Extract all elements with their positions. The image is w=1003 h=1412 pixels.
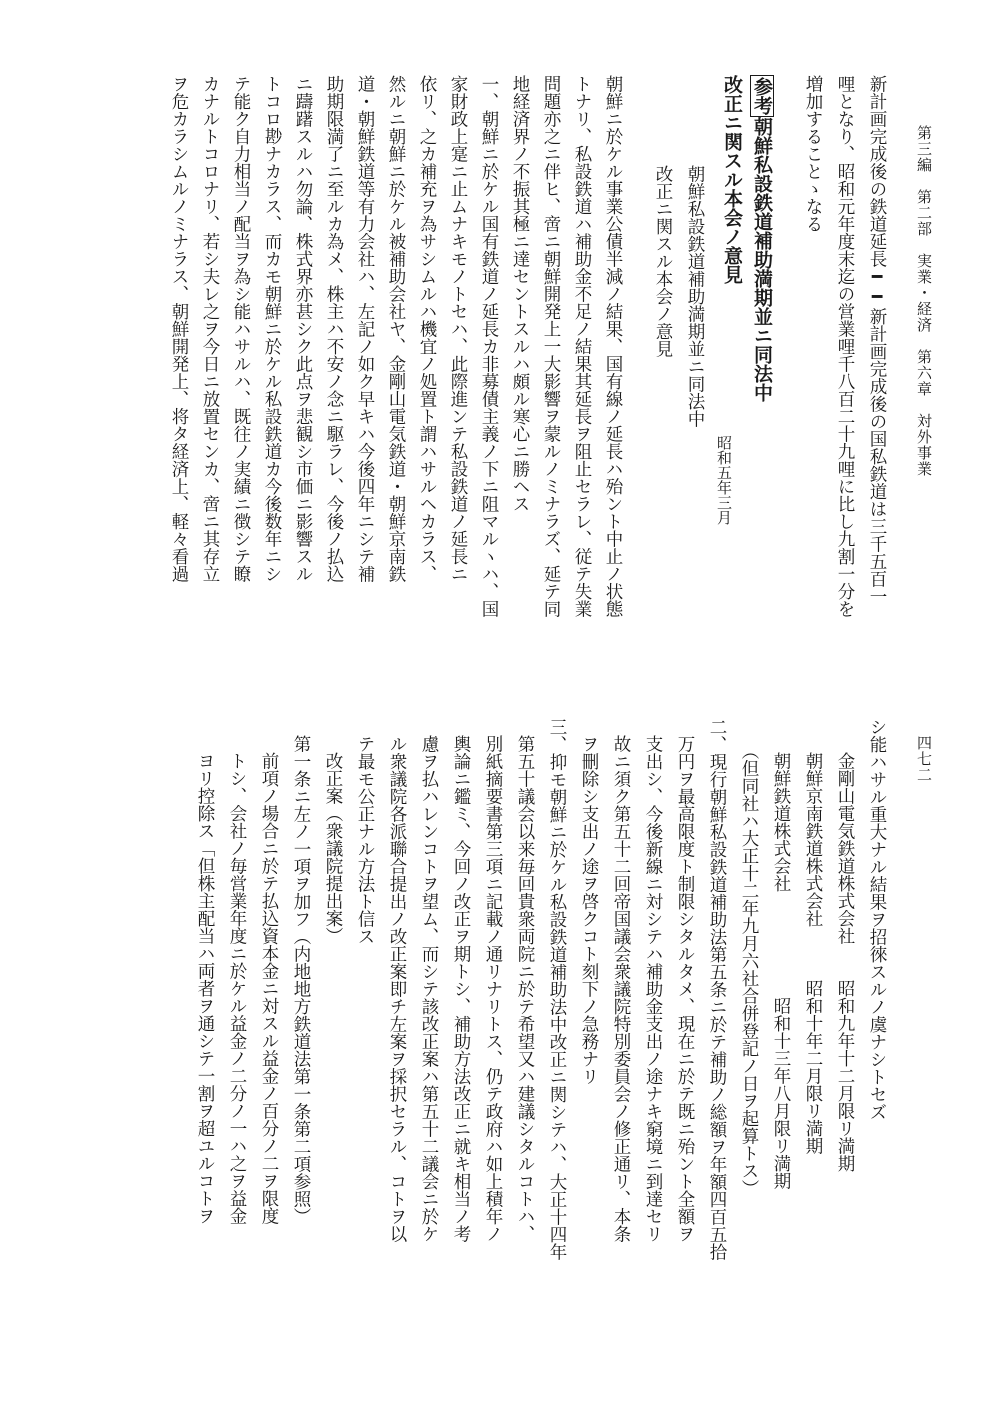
text-line: ヲ刪除シ支出ノ途ヲ啓クコト刻下ノ急務ナリ <box>579 735 599 1085</box>
reference-heading <box>752 75 771 402</box>
body-line: 然ルニ朝鮮ニ於ケル被補助会社ヤ、金剛山電気鉄道・朝鮮京南鉄 <box>386 75 406 583</box>
subtitle-line: 改正ニ関スル本会ノ意見 <box>653 165 673 358</box>
body-line: 地経済界ノ不振其極ニ達セントスルハ頗ル寒心ニ勝ヘス <box>510 75 530 513</box>
text-line: 支出シ、今後新線ニ対シテハ補助金支出ノ途ナキ窮境ニ到達セリ <box>643 735 663 1243</box>
text-line: 増加することゝなる <box>803 75 823 233</box>
text-line: ヨリ控除ス「但株主配当ハ両者ヲ通シテ一割ヲ超ユルコトヲ <box>195 752 215 1225</box>
text-line: シ能ハサル重大ナル結果ヲ招徠スルノ虞ナシトセズ <box>867 718 887 1121</box>
body-line: 道・朝鮮鉄道等有力会社ハ、左記ノ如ク早キハ今後四年ニシテ補 <box>355 75 375 583</box>
text-line: 哩となり、昭和元年度末迄の営業哩千八百二十九哩に比し九割一分を <box>835 75 855 618</box>
body-line: トナリ、私設鉄道ハ補助金不足ノ結果其延長ヲ阻止セラレ、従テ失業 <box>572 75 592 618</box>
text-line: 故ニ須ク第五十二回帝国議会衆議院特別委員会ノ修正通リ、本条 <box>611 735 631 1243</box>
text-line: 慮ヲ払ハレンコトヲ望ム、而シテ該改正案ハ第五十二議会ニ於ケ <box>419 735 439 1243</box>
subtitle-line: 朝鮮私設鉄道補助満期並ニ同法中 <box>685 165 705 428</box>
text-line: 改正案（衆議院提出案） <box>323 752 343 945</box>
text-line: 二、現行朝鮮私設鉄道補助法第五条ニ於テ補助ノ総額ヲ年額四百五拾 <box>707 718 727 1261</box>
company-line: 金剛山電気鉄道株式会社 昭和九年十二月限リ満期 <box>835 752 855 1172</box>
text-line: 別紙摘要書第三項ニ記載ノ通リナリトス、仍テ政府ハ如上積年ノ <box>483 735 503 1243</box>
body-line: 一、朝鮮ニ於ケル国有鉄道ノ延長カ非募債主義ノ下ニ阻マルヽハ、国 <box>479 75 499 618</box>
reference-tag: 参考 <box>751 77 773 115</box>
text-line: トシ、会社ノ毎営業年度ニ於ケル益金ノ二分ノ一ハ之ヲ益金 <box>227 752 247 1225</box>
text-line: 前項ノ場合ニ於テ払込資本金ニ対スル益金ノ百分ノ二ヲ限度 <box>259 752 279 1225</box>
page-number: 四七二 <box>915 735 933 783</box>
text-line: 第一条ニ左ノ一項ヲ加フ（内地地方鉄道法第一条第二項参照） <box>291 735 311 1225</box>
date: 昭和五年三月 <box>715 435 733 525</box>
body-line: 家財政上寔ニ止ムナキモノトセハ、此際進ンテ私設鉄道ノ延長ニ <box>448 75 468 583</box>
text-line: 万円ヲ最高限度ト制限シタルタメ、現在ニ於テ既ニ殆ント全額ヲ <box>675 735 695 1243</box>
body-line: 助期限満了ニ至ルカ為メ、株主ハ不安ノ念ニ駆ラレ、今後ノ払込 <box>324 75 344 583</box>
body-line: テ能ク自力相当ノ配当ヲ為シ能ハサルハ、既往ノ実績ニ徴シテ瞭 <box>231 75 251 583</box>
body-line: 朝鮮ニ於ケル事業公債半減ノ結果、国有線ノ延長ハ殆ント中止ノ状態 <box>603 75 623 618</box>
body-line: ヲ危カラシムルノミナラス、朝鮮開発上、将タ経済上、軽々看過 <box>169 75 189 583</box>
text-line: テ最モ公正ナル方法ト信ス <box>355 735 375 945</box>
body-line: 依リ、之カ補充ヲ為サシムルハ機宜ノ処置ト謂ハサルヘカラス、 <box>417 75 437 583</box>
body-line: 問題亦之ニ伴ヒ、啻ニ朝鮮開発上一大影響ヲ蒙ルノミナラズ、延テ同 <box>541 75 561 618</box>
company-line: 朝鮮鉄道株式会社 昭和十三年八月限リ満期 <box>771 752 791 1190</box>
text-line: 新計画完成後の鉄道延長━━新計画完成後の国私鉄道は三千五百一 <box>867 75 887 605</box>
company-line: 朝鮮京南鉄道株式会社 昭和十年二月限リ満期 <box>803 752 823 1155</box>
running-head: 第三編 第二部 実業・経済 第六章 対外事業 <box>915 125 933 477</box>
body-line: カナルトコロナリ、若シ夫レ之ヲ今日ニ放置センカ、啻ニ其存立 <box>200 75 220 583</box>
body-line: トコロ尠ナカラス、而カモ朝鮮ニ於ケル私設鉄道カ今後数年ニシ <box>262 75 282 583</box>
reference-title-1: 朝鮮私設鉄道補助満期並ニ同法中 <box>751 117 773 402</box>
text-line: ル衆議院各派聯合提出ノ改正案即チ左案ヲ採択セラル、コトヲ以 <box>387 735 407 1243</box>
reference-title-2: 改正ニ関スル本会ノ意見 <box>721 75 743 284</box>
text-line: 第五十議会以来毎回貴衆両院ニ於テ希望又ハ建議シタルコトハ、 <box>515 735 535 1243</box>
text-line: 三、抑モ朝鮮ニ於ケル私設鉄道補助法中改正ニ関シテハ、大正十四年 <box>547 718 567 1261</box>
text-line: （但同社ハ大正十二年九月六社合併登記ノ日ヲ起算トス） <box>739 742 759 1197</box>
text-line: 輿論ニ鑑ミ、今回ノ改正ヲ期トシ、補助方法改正ニ就キ相当ノ考 <box>451 735 471 1243</box>
body-line: ニ躊躇スルハ勿論、株式界亦甚シク此点ヲ悲観シ市価ニ影響スル <box>293 75 313 583</box>
